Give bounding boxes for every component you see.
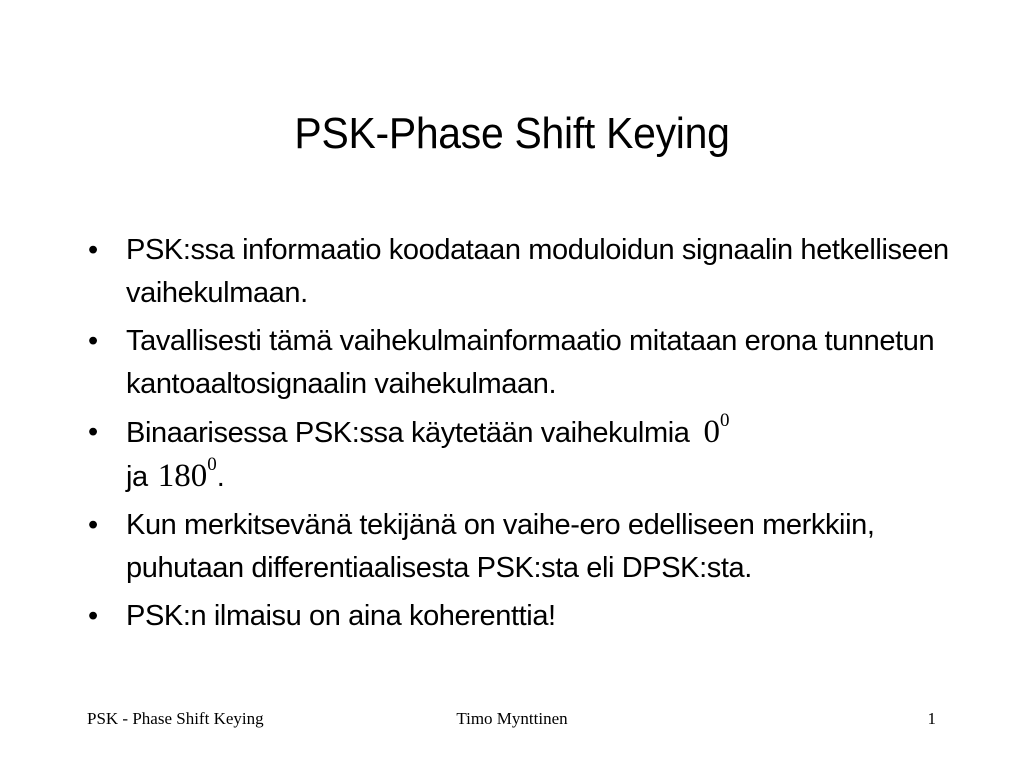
bullet-item: [82, 320, 962, 406]
footer-author: Timo Mynttinen: [456, 709, 568, 728]
bullet-icon: •: [88, 325, 99, 357]
bullet-text: Kun merkitsevänä tekijänä on vaihe-ero edelliseen merkkiin, puhutaan differentiaalisesta PSK:sta eli DPSK:sta.: [126, 509, 875, 584]
bullet-icon: •: [88, 234, 99, 266]
bullet-text: PSK:n ilmaisu on aina koherenttia!: [126, 600, 556, 632]
math-base: 0: [703, 414, 720, 450]
bullet-item: [82, 504, 962, 590]
footer-title: PSK - Phase Shift Keying: [87, 709, 264, 728]
bullet-item: [82, 229, 962, 315]
bullet-icon: •: [88, 600, 99, 632]
math-base: 180: [157, 458, 208, 494]
math-zero-degrees: [703, 410, 730, 450]
math-superscript: 0: [720, 410, 730, 431]
bullet-item: [82, 411, 962, 499]
bullet-icon: •: [88, 416, 99, 448]
footer-page-number: 1: [927, 709, 936, 728]
bullet-text: Tavallisesti tämä vaihekulmainformaatio mitataan erona tunnetun kantoaaltosignaalin vaihekulmaan.: [126, 325, 935, 400]
math-superscript: 0: [207, 454, 217, 475]
bullet-text-middle: ja: [126, 461, 148, 493]
bullet-icon: •: [88, 509, 99, 541]
math-180-degrees: [157, 454, 217, 494]
bullet-text-before: Binaarisessa PSK:ssa käytetään vaihekulmia: [126, 417, 690, 449]
bullet-list: [82, 229, 962, 643]
bullet-text: PSK:ssa informaatio koodataan moduloidun signaalin hetkelliseen vaihekulmaan.: [126, 234, 949, 309]
bullet-item: [82, 595, 962, 638]
slide-title: PSK-Phase Shift Keying: [294, 109, 730, 158]
bullet-text-after: .: [216, 461, 225, 493]
